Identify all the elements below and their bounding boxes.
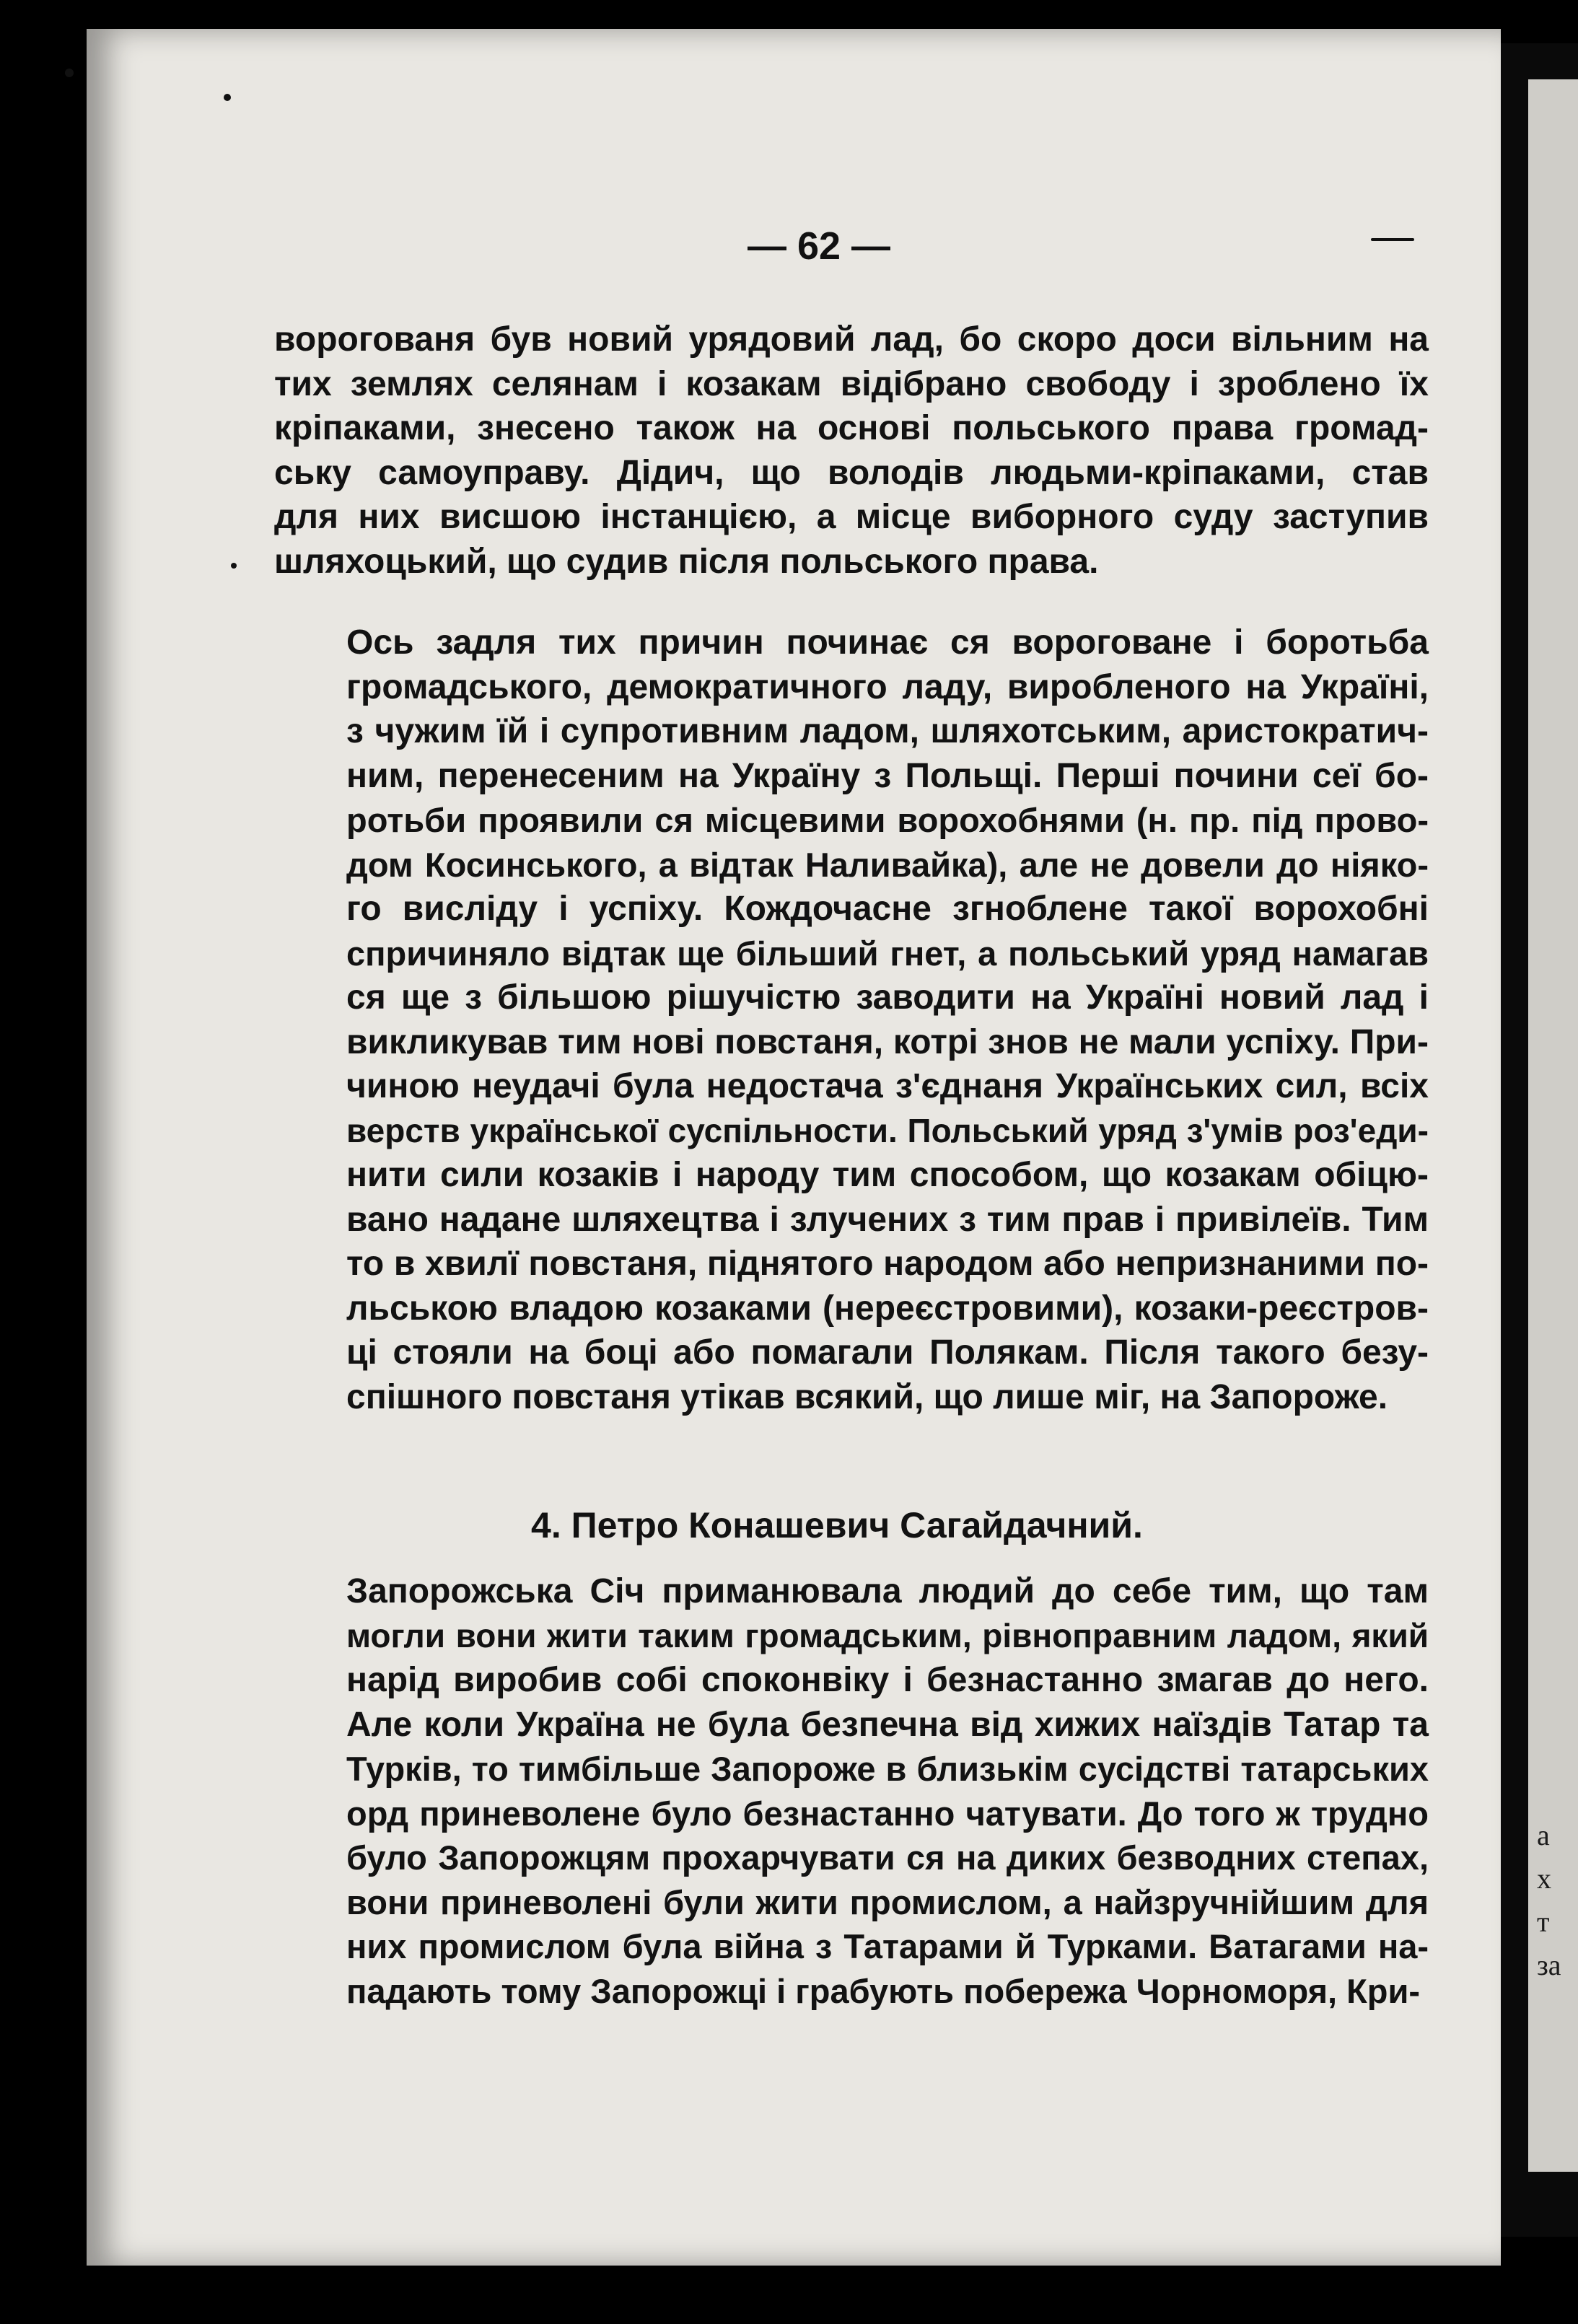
text-line: спішного повстаня утікав всякий, що лише міг, на Запороже. bbox=[346, 1377, 1388, 1416]
section-heading: 4. Петро Конашевич Сагайдачний. bbox=[531, 1505, 1143, 1545]
next-page-fragment: за bbox=[1537, 1949, 1561, 1981]
text-line: чиною неудачі була недостача з'єднаня Українських сил, всіх bbox=[346, 1067, 1429, 1105]
text-line: могли вони жити таким громадським, рівноправним ладом, який bbox=[346, 1616, 1429, 1654]
scan-speck bbox=[224, 94, 231, 101]
text-line: дом Косинського, а відтак Наливайка), але не довели до ніяко- bbox=[346, 845, 1429, 884]
text-line: викликував тим нові повстаня, котрі знов не мали успіху. При- bbox=[346, 1022, 1429, 1061]
paragraph-3 bbox=[274, 1569, 1429, 2013]
text-line: льською владою козаками (нереєстровими), козаки-реєстров- bbox=[346, 1289, 1429, 1328]
text-line: орд приневолене було безнастанно чатувати. До того ж трудно bbox=[346, 1794, 1429, 1833]
text-line: ці стояли на боці або помагали Полякам. Після такого безу- bbox=[346, 1333, 1429, 1372]
text-line: було Запорожцям прохарчувати ся на диких безводних степах, bbox=[346, 1838, 1429, 1877]
text-line: з чужим їй і супротивним ладом, шляхотським, аристократич- bbox=[346, 712, 1429, 750]
scan-speck bbox=[231, 563, 237, 569]
text-line: вони приневолені були жити промислом, а найзручнійшим для bbox=[346, 1882, 1429, 1921]
text-line: тих землях селянам і козакам відібрано свободу і зроблено їх bbox=[274, 364, 1429, 403]
paragraph-1 bbox=[274, 317, 1429, 584]
text-line: них промислом була війна з Татарами й Турками. Ватагами на- bbox=[346, 1927, 1429, 1965]
text-line: ротьби проявили ся місцевими ворохобнями (н. пр. під прово- bbox=[346, 801, 1429, 839]
text-line: ську самоуправу. Дідич, що володів людьми-кріпаками, став bbox=[274, 453, 1429, 492]
next-page-edge bbox=[1528, 79, 1578, 2172]
book-page bbox=[87, 29, 1501, 2266]
scan-speck bbox=[65, 69, 74, 77]
text-line: шляхоцький, що судив після польського права. bbox=[274, 542, 1099, 581]
page-number: — 62 — bbox=[747, 224, 891, 268]
scan-speck bbox=[1371, 238, 1414, 241]
text-line: вано надане шляхецтва і злучених з тим прав і привілеїв. Тим bbox=[346, 1200, 1429, 1239]
text-line: верств української суспільности. Польський уряд з'умів роз'еди- bbox=[346, 1111, 1429, 1149]
paragraph-2 bbox=[274, 621, 1429, 1419]
text-line: падають тому Запорожці і грабують побережа Чорноморя, Кри- bbox=[346, 1971, 1421, 2010]
text-line: Але коли Україна не була безпечна від хижих наїздів Татар та bbox=[346, 1705, 1429, 1744]
text-line: спричиняло відтак ще більший гнет, а польський уряд намагав bbox=[346, 934, 1429, 973]
text-line: го висліду і успіху. Кождочасне згноблене такої ворохобні bbox=[346, 890, 1429, 928]
text-line: Ось задля тих причин починає ся вороговане і боротьба bbox=[346, 623, 1429, 662]
text-line: то в хвилї повстаня, піднятого народом або непризнаними по- bbox=[346, 1245, 1429, 1283]
text-line: ся ще з більшою рішучістю заводити на Україні новий лад і bbox=[346, 978, 1429, 1017]
next-page-fragment: т bbox=[1537, 1906, 1550, 1938]
text-line: Турків, то тимбільше Запороже в близькім сусідстві татарських bbox=[346, 1750, 1429, 1788]
text-line: нити сили козаків і народу тим способом, що козакам обіцю- bbox=[346, 1156, 1429, 1194]
text-line: ним, перенесеним на Україну з Польщі. Перші почини сеї бо- bbox=[346, 756, 1429, 795]
text-line: для них висшою інстанцією, а місце виборного суду заступив bbox=[274, 498, 1429, 536]
text-line: ворогованя був новий урядовий лад, бо скоро доси вільним на bbox=[274, 320, 1429, 359]
text-line: кріпаками, знесено також на основі польського права громад- bbox=[274, 409, 1429, 447]
text-line: нарід виробив собі споконвіку і безнастанно змагав до него. bbox=[346, 1661, 1429, 1699]
next-page-fragment: х bbox=[1537, 1862, 1551, 1895]
next-page-fragment: а bbox=[1537, 1819, 1550, 1851]
text-line: громадського, демократичного ладу, виробленого на Україні, bbox=[346, 667, 1429, 706]
text-line: Запорожська Січ приманювала людий до себе тим, що там bbox=[346, 1572, 1429, 1610]
